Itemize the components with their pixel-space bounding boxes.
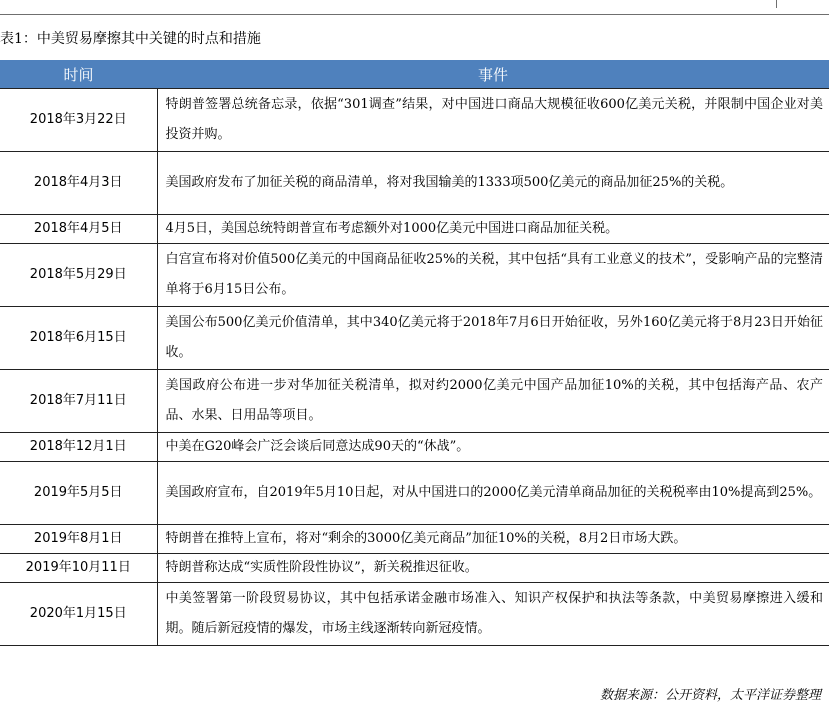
- table-container: [0, 60, 829, 646]
- table-row: [0, 89, 829, 152]
- row-date: 2020年1月15日: [0, 583, 157, 646]
- table-row: [0, 244, 829, 307]
- top-rule: [0, 14, 829, 15]
- row-date: 2018年3月22日: [0, 89, 157, 152]
- row-event: 美国政府宣布，自2019年5月10日起，对从中国进口的2000亿美元清单商品加征的关税税率由10%提高到25%。: [157, 462, 829, 525]
- table-row: [0, 462, 829, 525]
- table-row: [0, 215, 829, 244]
- top-rule-tick: [776, 0, 777, 8]
- table-row: [0, 307, 829, 370]
- row-date: 2019年5月5日: [0, 462, 157, 525]
- row-event: 美国政府发布了加征关税的商品清单，将对我国输美的1333项500亿美元的商品加征25%的关税。: [157, 152, 829, 215]
- header-row: [0, 60, 829, 89]
- row-event: 特朗普称达成“实质性阶段性协议”，新关税推迟征收。: [157, 554, 829, 583]
- header-time: 时间: [0, 60, 157, 89]
- table-row: [0, 152, 829, 215]
- row-date: 2018年6月15日: [0, 307, 157, 370]
- data-source-note: 数据来源：公开资料，太平洋证券整理: [599, 688, 821, 703]
- table-row: [0, 525, 829, 554]
- row-event: 特朗普在推特上宣布，将对“剩余的3000亿美元商品”加征10%的关税，8月2日市场大跌。: [157, 525, 829, 554]
- table-row: [0, 433, 829, 462]
- row-event: 美国政府公布进一步对华加征关税清单，拟对约2000亿美元中国产品加征10%的关税，其中包括海产品、农产品、水果、日用品等项目。: [157, 370, 829, 433]
- row-event: 白宫宣布将对价值500亿美元的中国商品征收25%的关税，其中包括“具有工业意义的技术”，受影响产品的完整清单将于6月15日公布。: [157, 244, 829, 307]
- table-row: [0, 583, 829, 646]
- row-date: 2018年4月3日: [0, 152, 157, 215]
- trade-friction-table: [0, 60, 829, 646]
- table-row: [0, 370, 829, 433]
- row-date: 2018年4月5日: [0, 215, 157, 244]
- table-row: [0, 554, 829, 583]
- row-date: 2019年10月11日: [0, 554, 157, 583]
- row-event: 4月5日，美国总统特朗普宣布考虑额外对1000亿美元中国进口商品加征关税。: [157, 215, 829, 244]
- row-event: 特朗普签署总统备忘录，依据“301调查”结果，对中国进口商品大规模征收600亿美元关税，并限制中国企业对美投资并购。: [157, 89, 829, 152]
- row-date: 2018年5月29日: [0, 244, 157, 307]
- row-event: 中美签署第一阶段贸易协议，其中包括承诺金融市场准入、知识产权保护和执法等条款，中美贸易摩擦进入缓和期。随后新冠疫情的爆发，市场主线逐渐转向新冠疫情。: [157, 583, 829, 646]
- header-event: 事件: [157, 60, 829, 89]
- row-date: 2018年7月11日: [0, 370, 157, 433]
- row-date: 2019年8月1日: [0, 525, 157, 554]
- row-event: 美国公布500亿美元价值清单，其中340亿美元将于2018年7月6日开始征收，另外160亿美元将于8月23日开始征收。: [157, 307, 829, 370]
- table-caption: 表1：中美贸易摩擦其中关键的时点和措施: [0, 31, 261, 47]
- row-date: 2018年12月1日: [0, 433, 157, 462]
- row-event: 中美在G20峰会广泛会谈后同意达成90天的“休战”。: [157, 433, 829, 462]
